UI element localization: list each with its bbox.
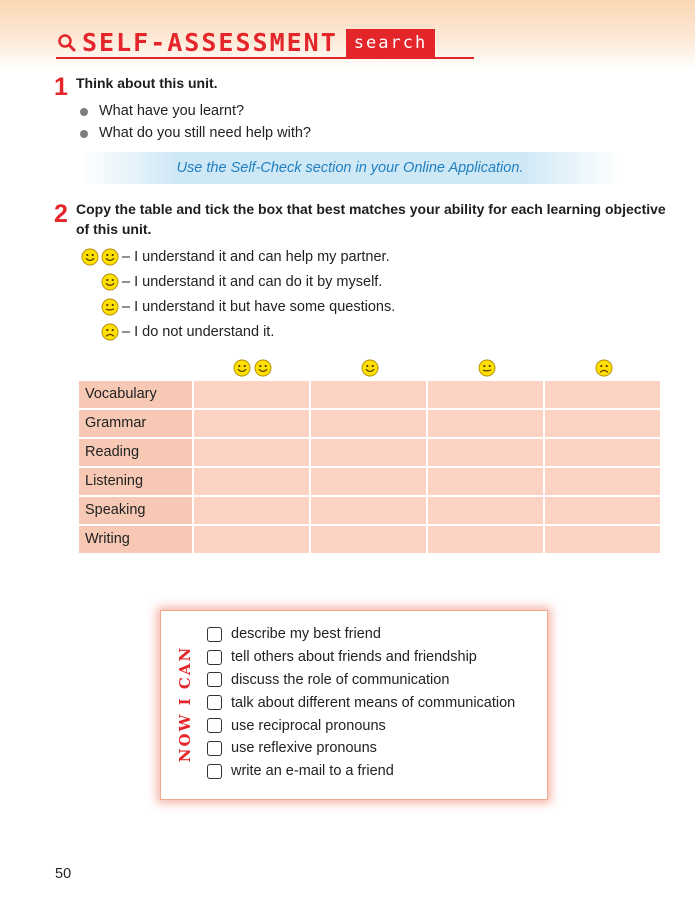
- checkbox[interactable]: [207, 650, 222, 665]
- tick-cell[interactable]: [311, 439, 426, 466]
- row-label: Grammar: [79, 410, 192, 437]
- tick-cell[interactable]: [428, 497, 543, 524]
- tick-cell[interactable]: [545, 410, 660, 437]
- task-2-heading: Copy the table and tick the box that best matches your ability for each learning objective of this unit.: [76, 201, 666, 237]
- legend-row: – I understand it and can help my partner.: [77, 244, 395, 269]
- column-header: [194, 355, 311, 381]
- can-do-list: [207, 623, 515, 783]
- tick-cell[interactable]: [545, 526, 660, 553]
- row-label: Reading: [79, 439, 192, 466]
- tick-cell[interactable]: [194, 439, 309, 466]
- table-row: [79, 497, 662, 524]
- table-row: [79, 526, 662, 553]
- page-title: SELF-ASSESSMENT: [82, 28, 338, 57]
- row-label: Listening: [79, 468, 192, 495]
- page-number: 50: [55, 866, 72, 882]
- bullet-icon: [80, 108, 88, 116]
- tick-cell[interactable]: [194, 410, 309, 437]
- task-number-1: 1: [54, 73, 68, 101]
- row-label: Vocabulary: [79, 381, 192, 408]
- table-row: [79, 468, 662, 495]
- smiley-icon: [361, 359, 379, 377]
- checkbox[interactable]: [207, 672, 222, 687]
- tick-cell[interactable]: [545, 468, 660, 495]
- list-item: What do you still need help with?: [80, 123, 311, 144]
- section-header: [56, 28, 435, 58]
- now-i-can-box: [160, 610, 548, 800]
- tick-cell[interactable]: [311, 468, 426, 495]
- table-row: [79, 439, 662, 466]
- tick-cell[interactable]: [311, 497, 426, 524]
- row-label: Speaking: [79, 497, 192, 524]
- checkbox[interactable]: [207, 764, 222, 779]
- checkbox[interactable]: [207, 695, 222, 710]
- tick-cell[interactable]: [428, 381, 543, 408]
- search-badge: search: [346, 29, 435, 58]
- table-row: [79, 410, 662, 437]
- smiley-icon: [254, 359, 272, 377]
- tick-cell[interactable]: [194, 468, 309, 495]
- ability-legend: [77, 244, 395, 344]
- tick-cell[interactable]: [428, 410, 543, 437]
- list-item: write an e-mail to a friend: [207, 760, 515, 783]
- list-item: discuss the role of communication: [207, 669, 515, 692]
- table-row: [79, 381, 662, 408]
- column-header: [428, 355, 545, 381]
- tick-cell[interactable]: [545, 439, 660, 466]
- legend-row: – I understand it and can do it by myself.: [77, 269, 395, 294]
- smiley-icon: [101, 248, 119, 266]
- tick-cell[interactable]: [194, 497, 309, 524]
- tick-cell[interactable]: [545, 497, 660, 524]
- tick-cell[interactable]: [428, 439, 543, 466]
- tick-cell[interactable]: [311, 381, 426, 408]
- list-item: use reciprocal pronouns: [207, 714, 515, 737]
- list-item: use reflexive pronouns: [207, 737, 515, 760]
- list-item: tell others about friends and friendship: [207, 646, 515, 669]
- list-item: What have you learnt?: [80, 101, 311, 122]
- tick-cell[interactable]: [194, 381, 309, 408]
- tick-cell[interactable]: [311, 410, 426, 437]
- checkbox[interactable]: [207, 741, 222, 756]
- assessment-table: [79, 355, 662, 555]
- magnifier-icon: [56, 32, 78, 54]
- column-header: [545, 355, 662, 381]
- tick-cell[interactable]: [428, 526, 543, 553]
- tick-cell[interactable]: [194, 526, 309, 553]
- task-number-2: 2: [54, 200, 68, 228]
- list-item: describe my best friend: [207, 623, 515, 646]
- list-item: talk about different means of communication: [207, 691, 515, 714]
- sad-face-icon: [101, 323, 119, 341]
- column-header: [311, 355, 428, 381]
- checkbox[interactable]: [207, 627, 222, 642]
- neutral-face-icon: [101, 298, 119, 316]
- row-label: Writing: [79, 526, 192, 553]
- tick-cell[interactable]: [545, 381, 660, 408]
- smiley-icon: [233, 359, 251, 377]
- header-rule: [56, 57, 474, 59]
- smiley-icon: [101, 273, 119, 291]
- task-1-questions: [80, 101, 311, 145]
- neutral-face-icon: [478, 359, 496, 377]
- task-1-heading: Think about this unit.: [76, 75, 218, 91]
- now-i-can-label: NOW I CAN: [176, 645, 194, 763]
- table-header-row: [79, 355, 662, 381]
- smiley-icon: [81, 248, 99, 266]
- legend-row: – I understand it but have some questions.: [77, 294, 395, 319]
- checkbox[interactable]: [207, 718, 222, 733]
- self-check-banner: Use the Self-Check section in your Online Application.: [80, 152, 620, 184]
- tick-cell[interactable]: [311, 526, 426, 553]
- tick-cell[interactable]: [428, 468, 543, 495]
- legend-row: – I do not understand it.: [77, 319, 395, 344]
- bullet-icon: [80, 130, 88, 138]
- sad-face-icon: [595, 359, 613, 377]
